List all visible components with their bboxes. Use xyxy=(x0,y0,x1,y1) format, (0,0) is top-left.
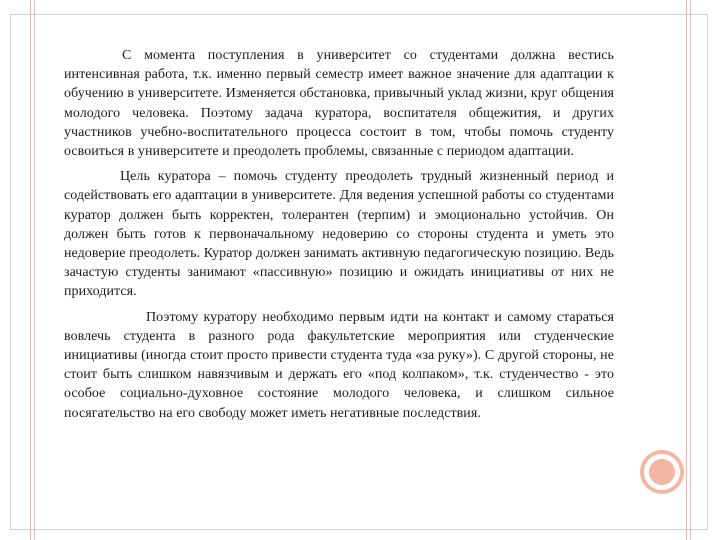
paragraph-1: С момента поступления в университет со студентами должна вестись интенсивная работа, т.к. именно первый семестр имеет важное значение для адаптации к обучению в университете. Изменяется обстановка, привычный уклад жизни, круг общения молодого человека. Поэтому задача куратора, воспитателя общежития, и других участников учебно-воспитательного процесса состоит в том, чтобы помочь студенту освоиться в университете и преодолеть проблемы, связанные с периодом адаптации. xyxy=(64,48,614,160)
right-decor-line-inner xyxy=(686,0,687,540)
left-decor-line-inner xyxy=(34,0,35,540)
decorative-circle-icon xyxy=(640,450,684,494)
decorative-circle-fill xyxy=(649,459,675,485)
right-decor-line-outer xyxy=(690,0,691,540)
paragraph-3: Поэтому куратору необходимо первым идти на контакт и самому стараться вовлечь студента в разного рода факультетские мероприятия или студенческие инициативы (иногда стоит просто привести студента туда «за руку»). С другой стороны, не стоит быть слишком навязчивым и держать его «под колпаком», т.к. студенчество - это особое социально-духовное состояние молодого человека, и слишком сильное посягательство на его свободу может иметь негативные последствия. xyxy=(64,309,614,421)
left-decor-line-outer xyxy=(30,0,31,540)
paragraph-2: Цель куратора – помочь студенту преодолеть трудный жизненный период и содействовать его адаптации в университете. Для ведения успешной работы со студентами куратор должен быть корректен, толерантен (терпим) и эмоционально устойчив. Он должен быть готов к первоначальному недоверию со стороны студента и уметь это недоверие преодолеть. Куратор должен занимать активную педагогическую позицию. Ведь зачастую студенты занимают «пассивную» позицию и ожидать инициативы от них не приходится. xyxy=(64,169,614,300)
slide-body-text xyxy=(64,46,614,423)
